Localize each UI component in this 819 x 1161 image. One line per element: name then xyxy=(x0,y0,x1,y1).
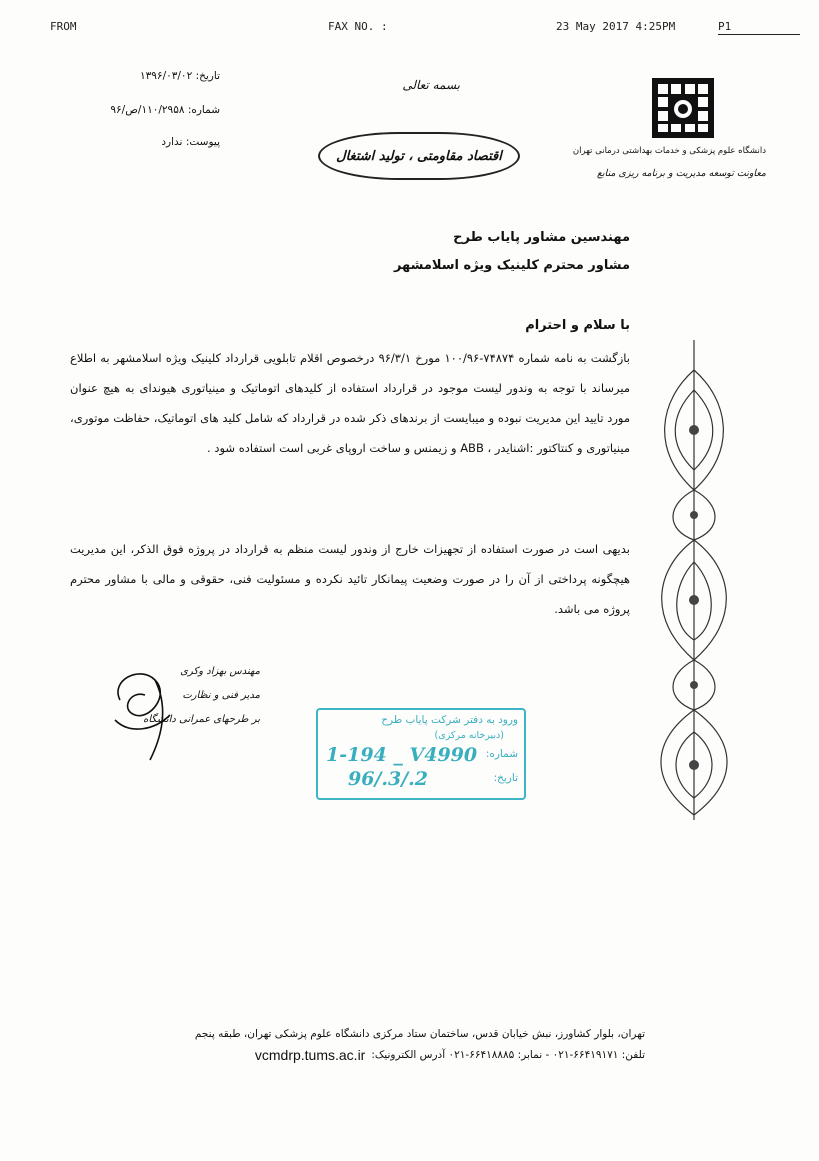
body-paragraph-1: بازگشت به نامه شماره ۷۴۸۷۴-۱۰۰/۹۶ مورخ ۹۶/۳/۱ درخصوص اقلام تابلویی قرارداد کلینیک ویژه اسلامشهر به اطلاع میرساند با توجه به وندور لیست موجود در قرارداد استفاده از کلیدهای اتوماتیک و مینیاتوری هیوندای به هیچ عنوان مورد تایید این مدیریت نبوده و میبایست از برندهای ذکر شده در قرارداد که شامل کلید های اتوماتیک، حفاظت موتوری، مینیاتوری و کنتاکتور :اشنایدر ، ABB و زیمنس و ساخت اروپای غربی است استفاده شود . xyxy=(70,351,631,455)
addressee-line-1: مهندسین مشاور پایاب طرح xyxy=(453,230,630,245)
number-value: ۱۱۰/۲۹۵۸/ص/۹۶ xyxy=(110,104,185,116)
decorative-ornament-icon xyxy=(640,340,748,820)
letter-number xyxy=(90,104,220,116)
greeting: با سلام و احترام xyxy=(525,318,630,333)
body-paragraph-2: بدیهی است در صورت استفاده از تجهیزات خارج از وندور لیست منظم به قرارداد در پروژه فوق الذکر، این مدیریت هیچگونه پرداختی از آن را در صورت وضعیت پیمانکار تائید نکرده و مسئولیت فنی، حقوقی و مالی با مشاور محترم پروژه می باشد. xyxy=(70,542,630,616)
footer-website-link[interactable]: vcmdrp.tums.ac.ir xyxy=(254,1047,366,1063)
stamp-date-label: تاریخ: xyxy=(493,772,518,784)
fax-number-label: FAX NO. : xyxy=(328,20,388,33)
fax-date-time: 23 May 2017 4:25PM xyxy=(556,20,676,33)
university-name: دانشگاه علوم پزشکی و خدمات بهداشتی درمانی تهران xyxy=(572,146,766,156)
signer-title: مدیر فنی و نظارت xyxy=(182,690,260,701)
signer-name: مهندس بهزاد وکری xyxy=(180,666,260,677)
attachment-label: پیوست: xyxy=(185,136,220,148)
fax-header-rule xyxy=(718,34,800,35)
receipt-stamp xyxy=(316,708,526,800)
letter-date xyxy=(110,70,220,82)
department-name: معاونت توسعه مدیریت و برنامه ریزی منابع xyxy=(596,168,766,179)
signature-block xyxy=(100,660,260,770)
fax-from: FROM xyxy=(50,20,77,33)
footer-address: تهران، بلوار کشاورز، نبش خیابان قدس، ساختمان ستاد مرکزی دانشگاه علوم پزشکی تهران، طبقه پنجم xyxy=(194,1028,645,1040)
stamp-number-value: 1-194 _ V4990 xyxy=(326,744,478,766)
stamp-title: ورود به دفتر شرکت پایاب طرح xyxy=(381,714,518,726)
stamp-number-label: شماره: xyxy=(485,748,518,760)
footer-phone-fax: تلفن: ۶۶۴۱۹۱۷۱-۰۲۱ - نمابر: ۶۶۴۱۸۸۸۵-۰۲۱ آدرس الکترونیک: xyxy=(371,1049,645,1061)
date-value: ۱۳۹۶/۰۳/۰۲ xyxy=(140,70,193,82)
slogan-badge xyxy=(318,132,520,180)
number-label: شماره: xyxy=(187,104,220,116)
addressee-line-2: مشاور محترم کلینیک ویژه اسلامشهر xyxy=(393,258,630,273)
stamp-date-value: 96/.3/.2 xyxy=(348,768,428,790)
letter-attachment xyxy=(120,136,220,148)
university-emblem-icon xyxy=(652,78,714,138)
basmala: بسمه تعالی xyxy=(402,78,460,92)
footer-contact xyxy=(100,1044,645,1066)
date-label: تاریخ: xyxy=(195,70,220,82)
fax-page: P1 xyxy=(718,20,732,33)
slogan-text: اقتصاد مقاومتی ، تولید اشتغال xyxy=(336,148,502,164)
attachment-value: ندارد xyxy=(161,136,183,148)
stamp-subtitle: (دبیرخانه مرکزی) xyxy=(434,730,504,741)
signer-department: بر طرحهای عمرانی دانشگاه xyxy=(143,714,260,725)
